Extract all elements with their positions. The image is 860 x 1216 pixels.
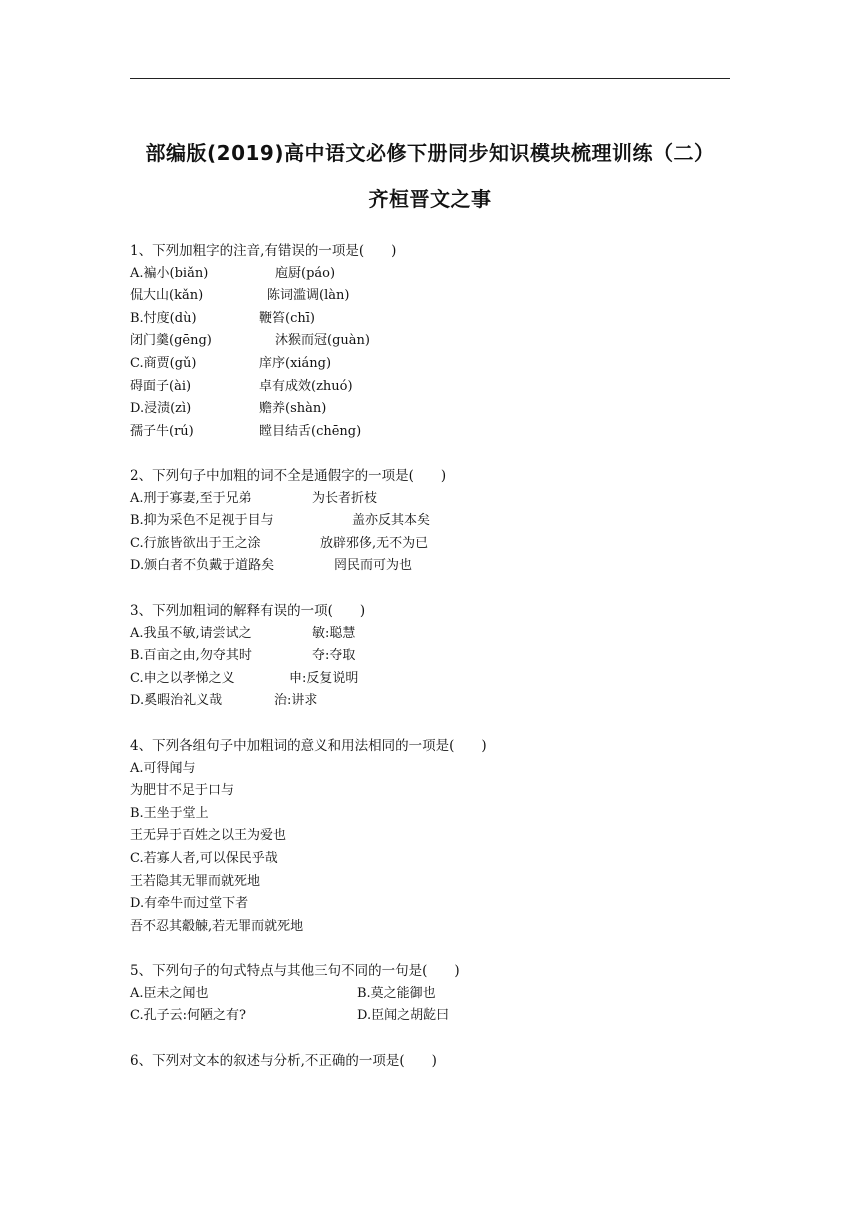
- option-text: 吾不忍其觳觫,若无罪而就死地: [130, 918, 304, 934]
- option-text: 庖厨(páo): [275, 265, 336, 281]
- option-text: A.褊小(biǎn): [130, 265, 209, 281]
- option-text: 赡养(shàn): [259, 401, 327, 417]
- question-stem: 5、下列句子的句式特点与其他三句不同的一句是( ): [130, 963, 460, 979]
- question-2: [130, 465, 446, 578]
- option-text: 王若隐其无罪而就死地: [130, 873, 261, 889]
- option-text: D.臣闻之胡龁曰: [357, 1008, 450, 1024]
- option-text: 庠序(xiáng): [259, 355, 332, 371]
- question-4: [130, 735, 487, 938]
- option-text: 卓有成效(zhuó): [259, 378, 353, 394]
- question-6: [130, 1050, 437, 1073]
- option-text: 盖亦反其本矣: [352, 513, 431, 529]
- option-text: C.申之以孝悌之义: [130, 670, 235, 686]
- option-text: A.刑于寡妻,至于兄弟: [130, 490, 252, 506]
- option-text: 瞠目结舌(chēng): [259, 423, 362, 439]
- option-text: 申:反复说明: [289, 670, 359, 686]
- option-text: 敏:聪慧: [312, 625, 356, 641]
- option-text: A.臣未之闻也: [130, 985, 209, 1001]
- option-text: C.行旅皆欲出于王之涂: [130, 535, 261, 551]
- option-text: 为长者折枝: [312, 490, 378, 506]
- option-text: 沐猴而冠(guàn): [275, 333, 370, 349]
- option-text: C.商贾(gǔ): [130, 355, 197, 371]
- question-1: [130, 240, 396, 443]
- option-text: 放辟邪侈,无不为已: [320, 535, 429, 551]
- option-text: C.若寡人者,可以保民乎哉: [130, 850, 278, 866]
- question-stem: 4、下列各组句子中加粗词的意义和用法相同的一项是( ): [130, 738, 487, 754]
- option-text: B.抑为采色不足视于目与: [130, 513, 274, 529]
- option-text: B.百亩之由,勿夺其时: [130, 648, 252, 664]
- question-stem: 2、下列句子中加粗的词不全是通假字的一项是( ): [130, 468, 447, 484]
- question-5: [130, 960, 460, 1028]
- option-text: 鞭笞(chī): [259, 310, 315, 326]
- option-text: 侃大山(kǎn): [130, 288, 204, 304]
- option-text: B.忖度(dù): [130, 310, 197, 326]
- option-text: 为肥甘不足于口与: [130, 783, 235, 799]
- document-subtitle: 齐桓晋文之事: [368, 187, 492, 211]
- question-stem: 3、下列加粗词的解释有误的一项( ): [130, 603, 366, 619]
- option-text: 治:讲求: [274, 693, 318, 709]
- option-text: B.莫之能御也: [357, 985, 436, 1001]
- option-text: A.我虽不敏,请尝试之: [130, 625, 252, 641]
- option-text: 碍面子(ài): [130, 378, 192, 394]
- option-text: 夺:夺取: [312, 648, 356, 664]
- header-rule: [130, 78, 730, 79]
- document-title: 部编版(2019)高中语文必修下册同步知识模块梳理训练（二）: [145, 141, 715, 165]
- option-text: D.有牵牛而过堂下者: [130, 896, 249, 912]
- option-text: 闭门羹(gēng): [130, 333, 212, 349]
- option-text: 孺子牛(rú): [130, 423, 194, 439]
- option-text: A.可得闻与: [130, 760, 196, 776]
- option-text: D.浸渍(zì): [130, 401, 192, 417]
- question-stem: 1、下列加粗字的注音,有错误的一项是( ): [130, 243, 397, 259]
- option-text: 王无异于百姓之以王为爱也: [130, 828, 287, 844]
- option-text: D.颁白者不负戴于道路矣: [130, 558, 275, 574]
- option-text: C.孔子云:何陋之有?: [130, 1008, 246, 1024]
- option-text: 罔民而可为也: [334, 558, 413, 574]
- option-text: D.奚暇治礼义哉: [130, 693, 223, 709]
- question-3: [130, 600, 365, 713]
- option-text: B.王坐于堂上: [130, 805, 209, 821]
- question-stem: 6、下列对文本的叙述与分析,不正确的一项是( ): [130, 1053, 437, 1069]
- option-text: 陈词滥调(làn): [267, 288, 350, 304]
